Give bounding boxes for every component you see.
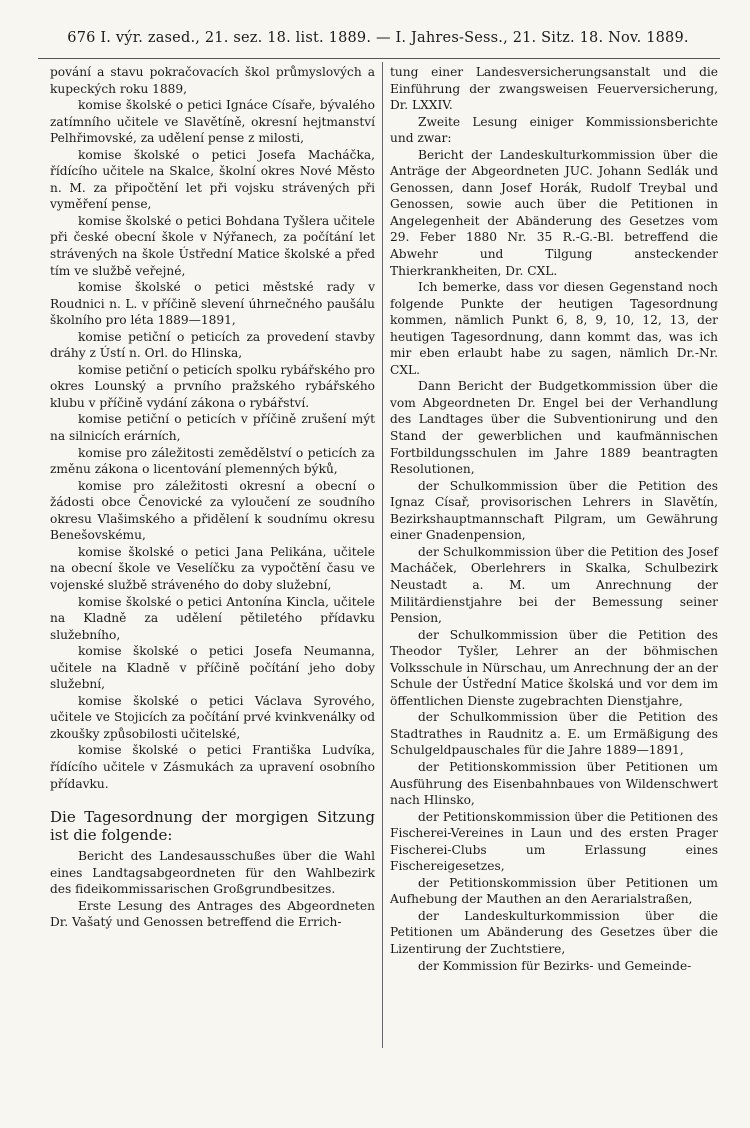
agenda-paragraphs — [50, 848, 375, 931]
right-paragraph: Ich bemerke, dass vor diesen Gegenstand noch folgende Punkte der heutigen Tagesordnung kommen, nämlich Punkt 6, 8, 9, 10, 12, 13, der heutigen Tagesordnung, dann kommt das, was ich mir eben erlaubt habe zu sagen, nämlich Dr.-Nr. CXL. — [390, 280, 718, 377]
left-paragraph: komise školské o petici Ignáce Císaře, bývalého zatímního učitele ve Slavětíně, okresní hejtmanství Pelhřimovské, za udělení pense z milosti, — [50, 98, 375, 146]
right-paragraph: der Schulkommission über die Petition des Ignaz Císař, provisorischen Lehrers in Slavětín, Bezirkshauptmannschaft Pilgram, um Gewährung einer Gnadenpension, — [390, 478, 718, 543]
right-paragraph: der Kommission für Bezirks- und Gemeinde- — [418, 958, 692, 973]
left-paragraph: komise petiční o peticích spolku rybářského pro okres Lounský a prvního pražského rybářského klubu v příčině vydání zákona o rybářství. — [50, 362, 375, 410]
right-column — [390, 64, 718, 974]
right-paragraph: der Petitionskommission über Petitionen um Aufhebung der Mauthen an den Aerarialstraßen, — [390, 875, 718, 907]
left-after-paragraph: Bericht des Landesausschußes über die Wahl eines Landtagsabgeordneten für den Wahlbezirk des fideikommissarischen Großgrundbesitzes. — [50, 849, 375, 897]
left-paragraph: komise školské o petici Josefa Neumanna, učitele na Kladně v příčině počítání jeho doby služební, — [50, 644, 375, 692]
right-paragraph: tung einer Landesversicherungsanstalt und die Einführung der zwangsweisen Feuerversicherung, Dr. LXXIV. — [390, 65, 718, 113]
header-divider — [38, 58, 720, 59]
page-header: 676 I. výr. zased., 21. sez. 18. list. 1889. — I. Jahres-Sess., 21. Sitz. 18. Nov. 1889. — [67, 30, 689, 46]
right-paragraph: Zweite Lesung einiger Kommissionsberichte und zwar: — [390, 114, 718, 146]
left-paragraph: komise školské o petici městské rady v Roudnici n. L. v příčině slevení úhrnečného paušálu školního pro léta 1889—1891, — [50, 280, 375, 328]
left-column — [50, 64, 375, 931]
right-paragraphs — [390, 64, 718, 974]
column-divider — [382, 62, 383, 1048]
left-paragraph: komise školské o petici Františka Ludvíka, řídícího učitele v Zásmukách za upravení osobního přídavku. — [50, 743, 375, 791]
left-after-paragraph: Erste Lesung des Antrages des Abgeordneten Dr. Vašatý und Genossen betreffend die Errich- — [50, 898, 375, 930]
right-paragraph: der Petitionskommission über die Petitionen des Fischerei-Vereines in Laun und des ersten Prager Fischerei-Clubs um Erlassung eines Fischereigesetzes, — [390, 809, 718, 874]
left-paragraph: komise petiční o peticích v příčině zrušení mýt na silnicích erárních, — [50, 412, 375, 444]
right-paragraph: Bericht der Landeskulturkommission über die Anträge der Abgeordneten JUC. Johann Sedlák und Genossen, dann Josef Horák, Rudolf Treybal und Genossen, sowie auch über die Petitionen in Angelegenheit der Abänderung des Gesetzes vom 29. Feber 1880 Nr. 35 R.-G.-Bl. betreffend die Abwehr und Tilgung ansteckender Thierkrankheiten, Dr. CXL. — [390, 147, 718, 278]
right-paragraph: der Schulkommission über die Petition des Stadtrathes in Raudnitz a. E. um Ermäßigung des Schulgeldpauschales für die Jahre 1889—1891, — [390, 710, 718, 758]
right-paragraph: der Petitionskommission über Petitionen um Ausführung des Eisenbahnbaues von Wildenschwert nach Hlinsko, — [390, 759, 718, 808]
left-paragraph: pování a stavu pokračovacích škol průmyslových a kupeckých roku 1889, — [50, 65, 375, 96]
right-paragraph: der Landeskulturkommission über die Petitionen um Abänderung des Gesetzes über die Lizentirung der Zuchtstiere, — [390, 908, 718, 956]
left-paragraph: komise školské o petici Josefa Macháčka, řídícího učitele na Skalce, školní okres Nové Město n. M. za připočtění let při vojsku strávených při vyměření pense, — [50, 147, 375, 212]
left-paragraph: komise školské o petici Antonína Kincla, učitele na Kladně za udělení pětiletého přídavku služebního, — [50, 594, 375, 642]
left-paragraph: komise školské o petici Jana Pelikána, učitele na obecní škole ve Veselíčku za vypočtění času ve vojenské službě stráveného do doby služební, — [50, 544, 375, 592]
agenda-heading: Die Tagesordnung der morgigen Sitzung ist die folgende: — [50, 808, 375, 845]
left-paragraph: komise pro záležitosti zemědělství o peticích za změnu zákona o licentování plemenných býků, — [50, 445, 375, 477]
left-paragraph: komise petiční o peticích za provedení stavby dráhy z Ústí n. Orl. do Hlinska, — [50, 329, 375, 361]
right-paragraph: Dann Bericht der Budgetkommission über die vom Abgeordneten Dr. Engel bei der Verhandlung des Landtages über die Subventionirung und den Stand der gewerblichen und kaufmännischen Fortbildungsschulen im Jahre 1889 beantragten Resolutionen, — [390, 379, 718, 477]
right-paragraph: der Schulkommission über die Petition des Theodor Tyšler, Lehrer an der böhmischen Volksschule in Nürschau, um Anrechnung der an der Schule der Ústřední Matice školská und vor dem im öffentlichen Dienste zugebrachten Dienstjahre, — [390, 627, 718, 708]
left-paragraphs — [50, 64, 375, 792]
right-paragraph: der Schulkommission über die Petition des Josef Macháček, Oberlehrers in Skalka, Schulbezirk Neustadt a. M. um Anrechnung der Militärdienstjahre bei der Bemessung seiner Pension, — [390, 544, 718, 626]
left-paragraph: komise školské o petici Bohdana Tyšlera učitele při české obecní škole v Nýřanech, za počítání let strávených na škole Ústřední Matice školské a před tím ve službě veřejné, — [50, 213, 375, 278]
left-paragraph: komise pro záležitosti okresní a obecní o žádosti obce Čenovické za vyloučení ze soudního okresu Vlašimského a přidělení k soudnímu okresu Benešovskému, — [50, 478, 375, 543]
left-paragraph: komise školské o petici Václava Syrového, učitele ve Stojicích za počítání prvé kvinkvenálky od zkoušky způsobilosti učitelské, — [50, 693, 375, 741]
